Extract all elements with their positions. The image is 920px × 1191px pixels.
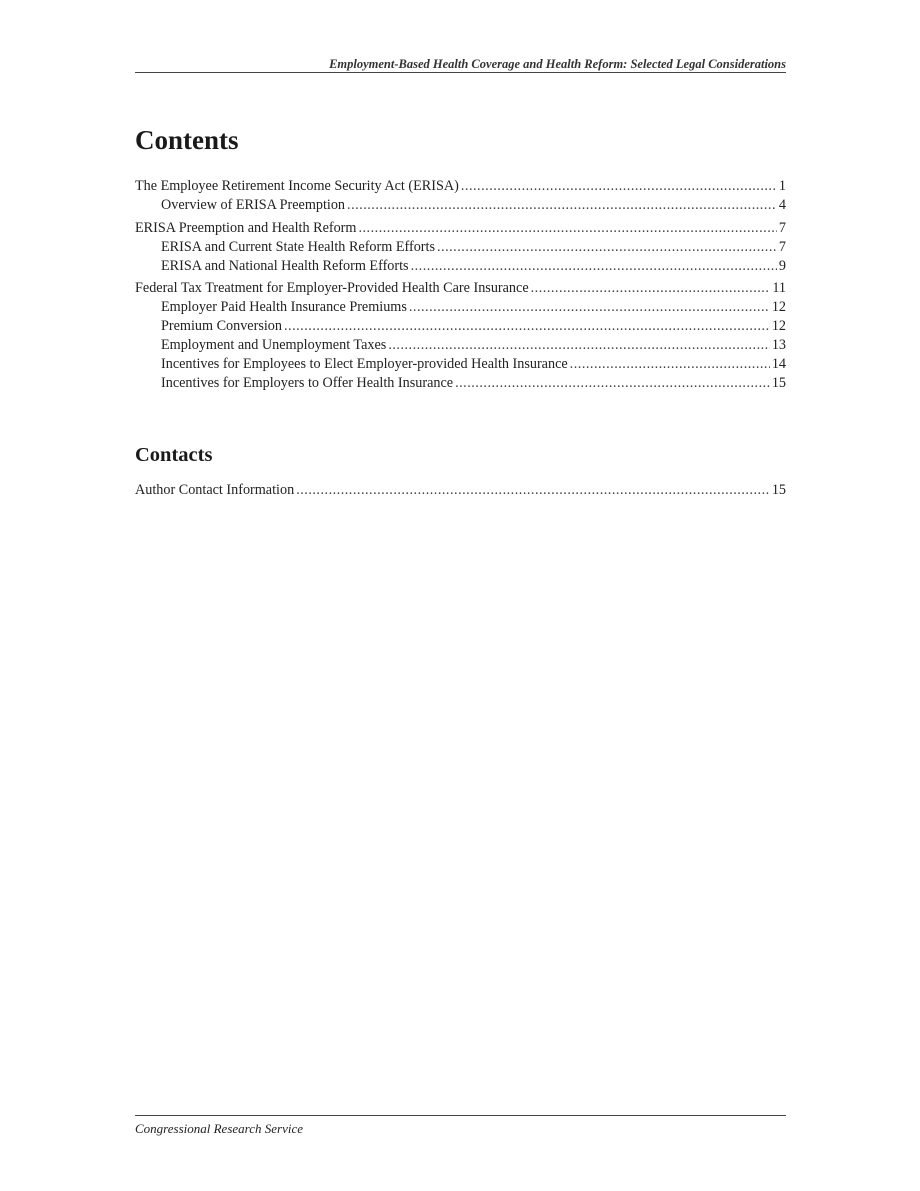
footer-divider: [135, 1115, 786, 1116]
dot-leader: [461, 177, 777, 196]
dot-leader: [284, 317, 770, 336]
toc-entry-page: 12: [771, 299, 786, 315]
toc-entry-page: 14: [771, 356, 786, 372]
toc-entry-label: Employer Paid Health Insurance Premiums: [161, 299, 407, 315]
toc-entry-page: 7: [778, 238, 786, 255]
toc-entry-label: Author Contact Information: [135, 482, 295, 498]
toc-entry-label: Federal Tax Treatment for Employer-Provided Health Care Insurance: [135, 280, 529, 296]
toc-entry-page: 4: [778, 197, 786, 213]
toc-entry[interactable]: [135, 257, 786, 276]
toc-entry-page: 15: [771, 482, 786, 498]
dot-leader: [570, 355, 770, 374]
toc-entry[interactable]: [135, 317, 786, 336]
dot-leader: [437, 238, 777, 257]
toc-entry[interactable]: [135, 336, 786, 355]
contents-list: [135, 177, 786, 393]
toc-entry-page: 7: [778, 219, 786, 236]
running-header: Employment-Based Health Coverage and Health Reform: Selected Legal Considerations: [329, 57, 786, 71]
toc-entry-label: Premium Conversion: [161, 318, 282, 334]
dot-leader: [388, 336, 770, 355]
toc-entry-page: 12: [771, 318, 786, 334]
dot-leader: [455, 374, 770, 393]
toc-entry[interactable]: [135, 481, 786, 500]
toc-entry[interactable]: [135, 279, 786, 298]
toc-entry[interactable]: [135, 355, 786, 374]
toc-entry-label: Overview of ERISA Preemption: [161, 197, 346, 213]
toc-entry[interactable]: [135, 374, 786, 393]
dot-leader: [409, 298, 770, 317]
toc-entry[interactable]: [135, 238, 786, 257]
toc-entry-page: 13: [771, 337, 786, 353]
toc-entry-label: ERISA Preemption and Health Reform: [135, 219, 357, 236]
toc-entry[interactable]: [135, 177, 786, 196]
toc-entry-label: Employment and Unemployment Taxes: [161, 337, 387, 353]
dot-leader: [296, 481, 770, 500]
toc-entry-page: 9: [778, 257, 786, 274]
toc-entry-label: ERISA and National Health Reform Efforts: [161, 257, 409, 274]
dot-leader: [347, 196, 777, 215]
toc-entry-label: ERISA and Current State Health Reform Efforts: [161, 238, 435, 255]
toc-entry-label: The Employee Retirement Income Security Act (ERISA): [135, 178, 459, 194]
toc-entry[interactable]: [135, 298, 786, 317]
toc-entry-label: Incentives for Employees to Elect Employer-provided Health Insurance: [161, 356, 568, 372]
running-footer: Congressional Research Service: [135, 1121, 303, 1136]
toc-entry-page: 11: [772, 280, 786, 296]
toc-entry[interactable]: [135, 219, 786, 238]
dot-leader: [531, 279, 771, 298]
toc-entry-page: 1: [778, 178, 786, 194]
toc-entry-label: Incentives for Employers to Offer Health Insurance: [161, 375, 454, 391]
contacts-list: [135, 481, 786, 500]
dot-leader: [358, 219, 776, 238]
toc-entry[interactable]: [135, 196, 786, 215]
header-divider: [135, 72, 786, 73]
toc-entry-page: 15: [771, 375, 786, 391]
dot-leader: [411, 257, 777, 276]
contents-heading: Contents: [135, 125, 239, 155]
contacts-heading: Contacts: [135, 444, 213, 466]
